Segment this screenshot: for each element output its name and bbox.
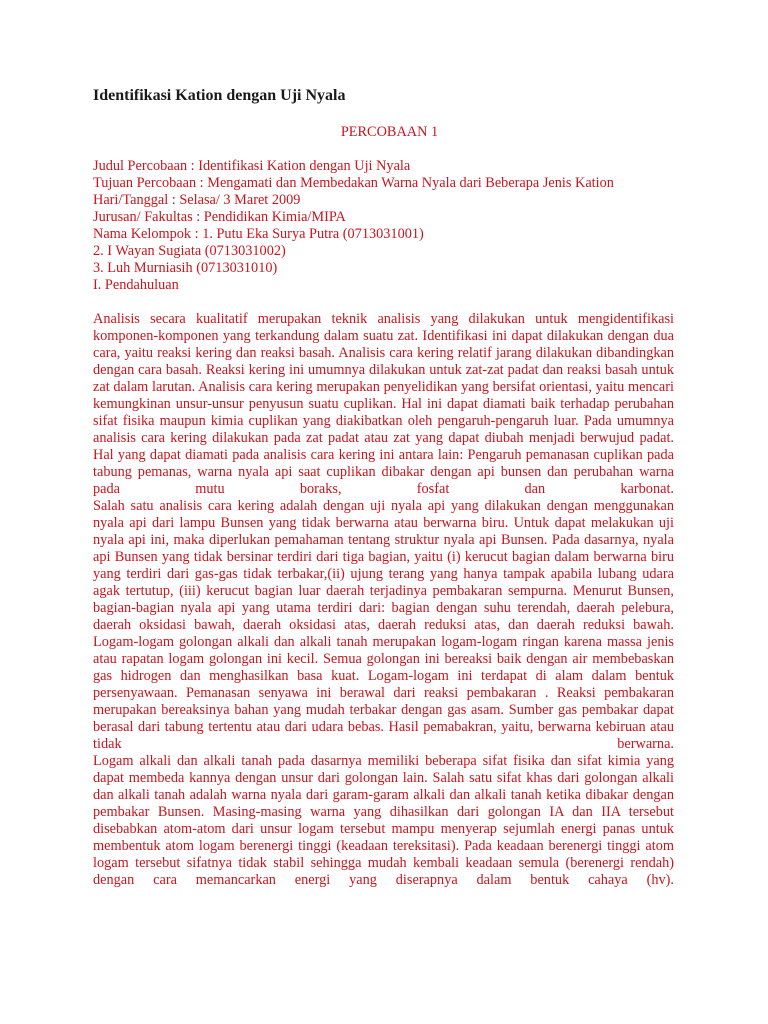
meta-line-kelompok: Nama Kelompok : 1. Putu Eka Surya Putra (0713031001) [93,226,424,242]
body-paragraph: Salah satu analisis cara kering adalah dengan uji nyala api yang dilakukan dengan menggunakan nyala api dari lampu Bunsen yang tidak berwarna atau berwarna biru. Untuk dapat melakukan uji nyala api ini, maka diperlukan pemahaman tentang struktur nyala api Bunsen. Pada dasarnya, nyala api Bunsen yang tidak bersinar terdiri dari tiga bagian, yaitu (i) kerucut bagian dalam berwarna biru yang terdiri dari gas-gas tidak terbakar,(ii) ujung terang yang hanya tampak apabila lubang udara agak tertutup, (iii) kerucut bagian luar daerah terjadinya pembakaran sempurna. Menurut Bunsen, bagian-bagian nyala api yang utama terdiri dari: bagian dengan suhu terendah, daerah pelebura, daerah oksidasi bawah, daerah oksidasi atas, daerah reduksi atas, dan daerah reduksi bawah. [93,498,674,633]
section-pendahuluan: I. Pendahuluan [93,277,179,293]
body-paragraph: Logam alkali dan alkali tanah pada dasarnya memiliki beberapa sifat fisika dan sifat kimia yang dapat membeda kannya dengan unsur dari golongan lain. Salah satu sifat khas dari golongan alkali dan alkali tanah adalah warna nyala dari garam-garam alkali dan alkali tanah ketika dibakar dengan pembakar Bunsen. Masing-masing warna yang dihasilkan dari golongan IA dan IIA tersebut disebabkan atom-atom dari unsur logam tersebut mampu menyerap sejumlah energi panas untuk membentuk atom logam berenergi tinggi (keadaan tereksitasi). Pada keadaan berenergi tinggi atom logam tersebut sifatnya tidak stabil sehingga mudah kembali keadaan semula (berenergi rendah) dengan cara memancarkan energi yang diserapnya dalam bentuk cahaya (hv). [93,753,674,888]
meta-line-member-3: 3. Luh Murniasih (0713031010) [93,260,278,276]
meta-line-tujuan: Tujuan Percobaan : Mengamati dan Membedakan Warna Nyala dari Beberapa Jenis Kation [93,175,614,191]
body-paragraph: Analisis secara kualitatif merupakan teknik analisis yang dilakukan untuk mengidentifikasi komponen-komponen yang terkandung dalam suatu zat. Identifikasi ini dapat dilakukan dengan dua cara, yaitu reaksi kering dan reaksi basah. Analisis cara kering relatif jarang dilakukan dibandingkan dengan cara basah. Reaksi kering ini umumnya dilakukan untuk zat-zat padat dan reaksi basah untuk zat dalam larutan. Analisis cara kering merupakan penyelidikan yang bersifat orientasi, yaitu mencari kemungkinan unsur-unsur penyusun suatu cuplikan. Hal ini dapat diamati baik terhadap perubahan sifat fisika maupun kimia cuplikan yang diakibatkan oleh pengaruh-pengaruh luar. Pada umumnya analisis cara kering dilakukan pada zat padat atau zat yang dapat diubah menjadi berwujud padat. Hal yang dapat diamati pada analisis cara kering ini antara lain: Pengaruh pemanasan cuplikan pada tabung pemanas, warna nyala api saat cuplikan dibakar dengan api bunsen dan perubahan warna pada mutu boraks, fosfat dan karbonat. [93,311,674,497]
document-title: Identifikasi Kation dengan Uji Nyala [93,87,346,104]
section-heading: PERCOBAAN 1 [340,124,439,140]
body-paragraph: Logam-logam golongan alkali dan alkali tanah merupakan logam-logam ringan karena massa jenis atau rapatan logam golongan ini kecil. Semua golongan ini bereaksi baik dengan air membebaskan gas hidrogen dan menghasilkan basa kuat. Logam-logam ini terdapat di alam dalam bentuk persenyawaan. Pemanasan senyawa ini berawal dari reaksi pembakaran . Reaksi pembakaran merupakan bereaksinya bahan yang mudah terbakar dengan gas asam. Sumber gas pembakar dapat berasal dari tabung tertentu atau dari udara bebas. Hasil pemabakran, yaitu, berwarna kebiruan atau tidak berwarna. [93,634,674,752]
meta-line-member-2: 2. I Wayan Sugiata (0713031002) [93,243,286,259]
document-body [93,124,674,889]
blank-line [93,294,674,311]
meta-line-hari-tanggal: Hari/Tanggal : Selasa/ 3 Maret 2009 [93,192,301,208]
meta-line-jurusan: Jurusan/ Fakultas : Pendidikan Kimia/MIPA [93,209,346,225]
meta-line-judul: Judul Percobaan : Identifikasi Kation dengan Uji Nyala [93,158,411,174]
blank-line [93,141,674,158]
